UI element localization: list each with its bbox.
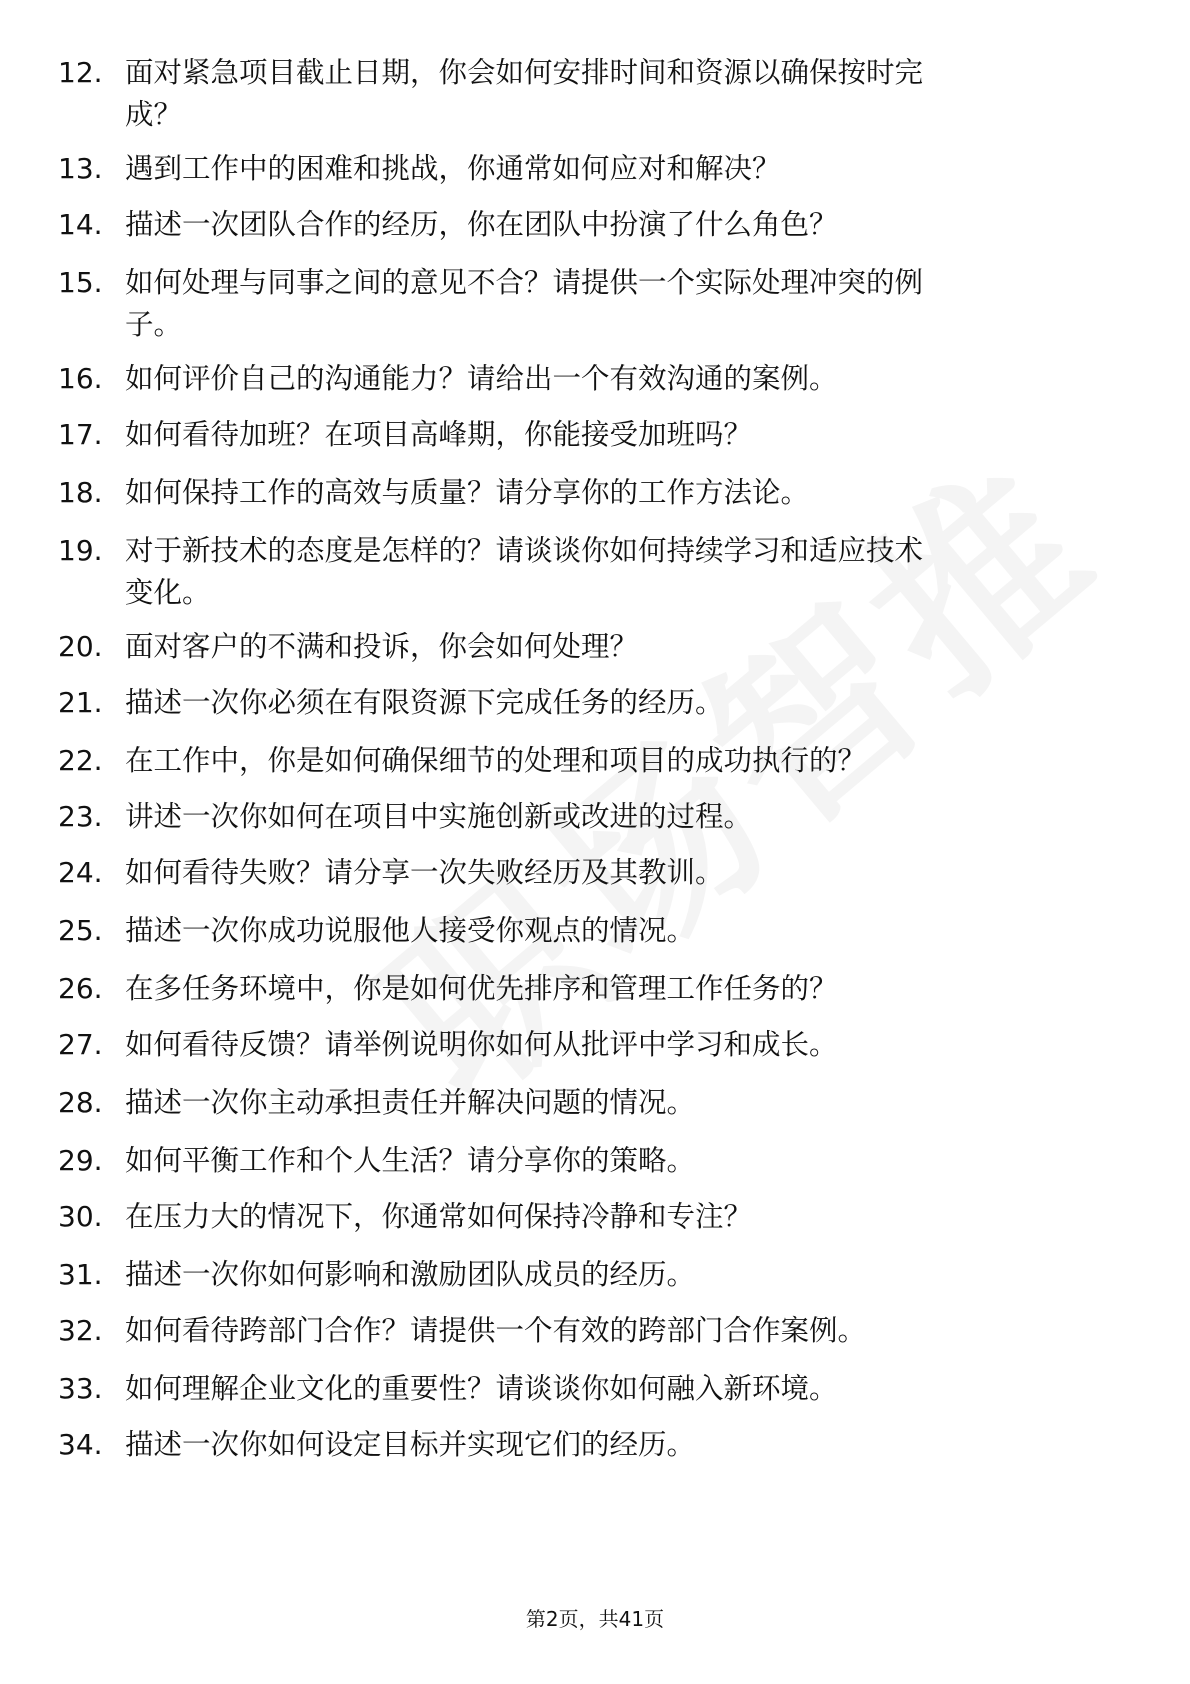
question-text bbox=[125, 1024, 1125, 1066]
question-text-line: 面对客户的不满和投诉，你会如何处理？ bbox=[125, 630, 639, 663]
question-number: 21. bbox=[58, 686, 103, 719]
question-text-line: 如何评价自己的沟通能力？请给出一个有效沟通的案例。 bbox=[125, 362, 838, 395]
question-text-line: 描述一次你如何影响和激励团队成员的经历。 bbox=[125, 1258, 696, 1291]
question-text-line: 遇到工作中的困难和挑战，你通常如何应对和解决？ bbox=[125, 152, 781, 185]
question-number: 29. bbox=[58, 1144, 103, 1177]
question-text bbox=[125, 626, 1125, 668]
question-text-line: 描述一次你成功说服他人接受你观点的情况。 bbox=[125, 914, 696, 947]
question-text-line: 如何看待反馈？请举例说明你如何从批评中学习和成长。 bbox=[125, 1028, 838, 1061]
question-text bbox=[125, 530, 1125, 614]
question-text bbox=[125, 472, 1125, 514]
question-text-line: 讲述一次你如何在项目中实施创新或改进的过程。 bbox=[125, 800, 753, 833]
question-text bbox=[125, 358, 1125, 400]
question-text-line: 如何处理与同事之间的意见不合？请提供一个实际处理冲突的例 bbox=[125, 266, 924, 299]
question-text-line: 子。 bbox=[125, 308, 183, 341]
question-number: 18. bbox=[58, 476, 103, 509]
question-number: 14. bbox=[58, 208, 103, 241]
question-number: 27. bbox=[58, 1028, 103, 1061]
question-text bbox=[125, 148, 1125, 190]
question-text-line: 描述一次你主动承担责任并解决问题的情况。 bbox=[125, 1086, 696, 1119]
question-text-line: 描述一次你如何设定目标并实现它们的经历。 bbox=[125, 1428, 696, 1461]
question-text bbox=[125, 262, 1125, 346]
question-text bbox=[125, 910, 1125, 952]
question-number: 28. bbox=[58, 1086, 103, 1119]
question-text-line: 如何看待失败？请分享一次失败经历及其教训。 bbox=[125, 856, 724, 889]
question-number: 16. bbox=[58, 362, 103, 395]
question-number: 13. bbox=[58, 152, 103, 185]
question-text bbox=[125, 682, 1125, 724]
question-text-line: 面对紧急项目截止日期，你会如何安排时间和资源以确保按时完 bbox=[125, 56, 924, 89]
question-number: 26. bbox=[58, 972, 103, 1005]
question-text bbox=[125, 1424, 1125, 1466]
question-text-line: 在压力大的情况下，你通常如何保持冷静和专注？ bbox=[125, 1200, 753, 1233]
question-number: 24. bbox=[58, 856, 103, 889]
question-number: 33. bbox=[58, 1372, 103, 1405]
question-number: 25. bbox=[58, 914, 103, 947]
question-text-line: 描述一次团队合作的经历，你在团队中扮演了什么角色？ bbox=[125, 208, 838, 241]
question-text bbox=[125, 1254, 1125, 1296]
question-text bbox=[125, 414, 1125, 456]
question-number: 23. bbox=[58, 800, 103, 833]
question-number: 15. bbox=[58, 266, 103, 299]
question-number: 30. bbox=[58, 1200, 103, 1233]
question-text bbox=[125, 740, 1125, 782]
question-text bbox=[125, 204, 1125, 246]
question-text-line: 变化。 bbox=[125, 576, 211, 609]
question-number: 32. bbox=[58, 1314, 103, 1347]
question-text-line: 如何保持工作的高效与质量？请分享你的工作方法论。 bbox=[125, 476, 810, 509]
question-text-line: 如何看待跨部门合作？请提供一个有效的跨部门合作案例。 bbox=[125, 1314, 867, 1347]
question-text-line: 描述一次你必须在有限资源下完成任务的经历。 bbox=[125, 686, 724, 719]
question-number: 17. bbox=[58, 418, 103, 451]
question-text bbox=[125, 968, 1125, 1010]
question-number: 34. bbox=[58, 1428, 103, 1461]
question-text bbox=[125, 796, 1125, 838]
question-text bbox=[125, 1082, 1125, 1124]
question-number: 22. bbox=[58, 744, 103, 777]
question-text-line: 对于新技术的态度是怎样的？请谈谈你如何持续学习和适应技术 bbox=[125, 534, 924, 567]
question-text-line: 如何看待加班？在项目高峰期，你能接受加班吗？ bbox=[125, 418, 753, 451]
question-text bbox=[125, 52, 1125, 136]
question-number: 12. bbox=[58, 56, 103, 89]
question-text bbox=[125, 1140, 1125, 1182]
question-number: 20. bbox=[58, 630, 103, 663]
question-text-line: 在工作中，你是如何确保细节的处理和项目的成功执行的？ bbox=[125, 744, 867, 777]
question-number: 19. bbox=[58, 534, 103, 567]
question-text-line: 成？ bbox=[125, 98, 183, 131]
question-text bbox=[125, 1196, 1125, 1238]
question-text bbox=[125, 1368, 1125, 1410]
question-text-line: 在多任务环境中，你是如何优先排序和管理工作任务的？ bbox=[125, 972, 838, 1005]
question-number: 31. bbox=[58, 1258, 103, 1291]
page-footer: 第2页，共41页 bbox=[525, 1607, 665, 1631]
question-text bbox=[125, 1310, 1125, 1352]
question-text bbox=[125, 852, 1125, 894]
question-text-line: 如何理解企业文化的重要性？请谈谈你如何融入新环境。 bbox=[125, 1372, 838, 1405]
question-text-line: 如何平衡工作和个人生活？请分享你的策略。 bbox=[125, 1144, 696, 1177]
